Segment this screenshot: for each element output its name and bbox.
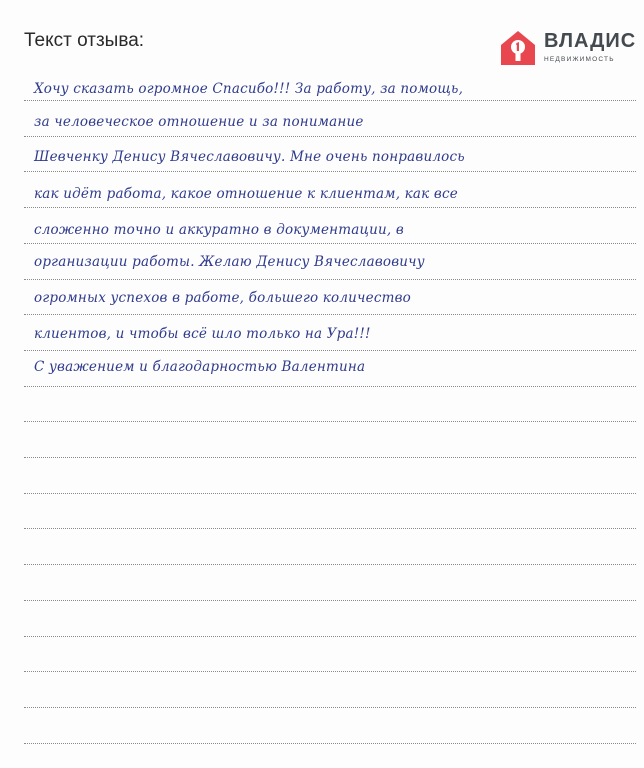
review-line: за человеческое отношение и за понимание xyxy=(34,114,364,130)
form-title: Текст отзыва: xyxy=(24,30,145,51)
ruled-line xyxy=(24,743,636,744)
ruled-line xyxy=(24,600,636,601)
review-line: огромных успехов в работе, большего количество xyxy=(34,290,411,306)
vladis-logo xyxy=(498,28,638,68)
review-line: клиентов, и чтобы всё шло только на Ура!!! xyxy=(34,326,371,342)
ruled-line xyxy=(24,350,636,351)
ruled-line xyxy=(24,528,636,529)
logo-brand-name: ВЛАДИС xyxy=(544,30,637,52)
ruled-line xyxy=(24,207,636,208)
logo-brand-subtitle: НЕДВИЖИМОСТЬ xyxy=(544,56,615,63)
review-line: Шевченку Денису Вячеславовичу. Мне очень понравилось xyxy=(34,149,465,165)
ruled-line xyxy=(24,636,636,637)
ruled-line xyxy=(24,707,636,708)
ruled-line xyxy=(24,421,636,422)
ruled-line xyxy=(24,386,636,387)
ruled-line xyxy=(24,564,636,565)
ruled-line xyxy=(24,493,636,494)
review-line: Хочу сказать огромное Спасибо!!! За работу, за помощь, xyxy=(34,81,464,97)
review-line: сложенно точно и аккуратно в документации, в xyxy=(34,222,404,238)
ruled-line xyxy=(24,171,636,172)
ruled-line xyxy=(24,279,636,280)
ruled-line xyxy=(24,243,636,244)
ruled-line xyxy=(24,671,636,672)
ruled-line xyxy=(24,100,636,101)
key-house-logo-icon xyxy=(498,28,538,68)
ruled-line xyxy=(24,457,636,458)
review-line: организации работы. Желаю Денису Вячеславовичу xyxy=(34,254,425,270)
ruled-line xyxy=(24,136,636,137)
ruled-line xyxy=(24,314,636,315)
review-line: как идёт работа, какое отношение к клиентам, как все xyxy=(34,186,458,202)
review-line: С уважением и благодарностью Валентина xyxy=(34,359,366,375)
